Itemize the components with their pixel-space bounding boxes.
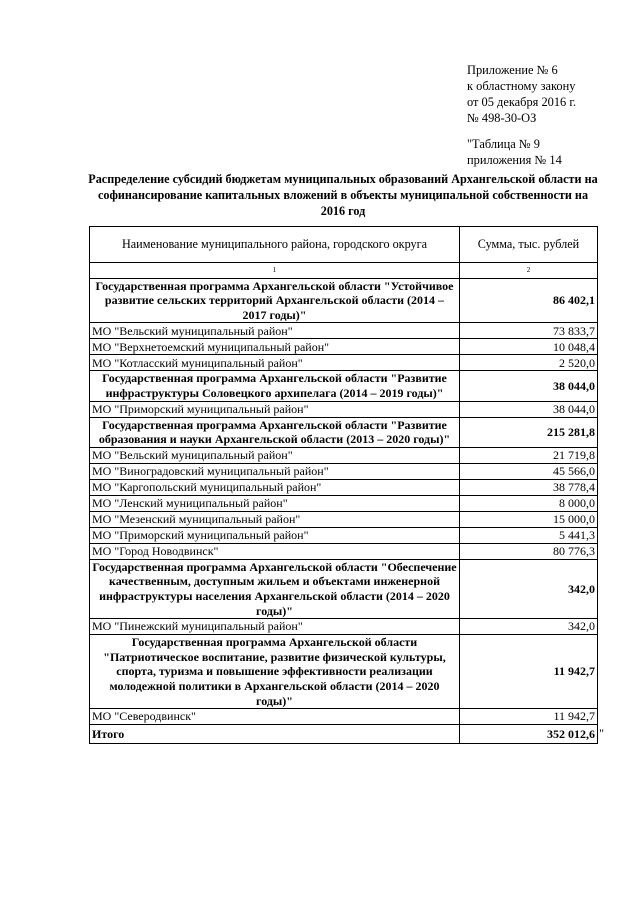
municipality-sum: 45 566,0 xyxy=(460,463,598,479)
program-name: Государственная программа Архангельской области "Развитие образования и науки Архангельской области (2013 – 2020 годы)" xyxy=(90,417,460,447)
municipality-row xyxy=(90,463,598,479)
program-sum: 11 942,7 xyxy=(460,635,598,709)
municipality-name: МО "Виноградовский муниципальный район" xyxy=(90,463,460,479)
column-index-sum: 2 xyxy=(460,263,598,279)
total-label: Итого xyxy=(90,725,460,744)
program-name: Государственная программа Архангельской области "Патриотическое воспитание, развитие физической культуры, спорта, туризма и повышение эффективности реализации молодежной политики в Архангельской области (2014 – 2020 годы)" xyxy=(90,635,460,709)
municipality-name: МО "Пинежский муниципальный район" xyxy=(90,619,460,635)
municipality-sum: 73 833,7 xyxy=(460,323,598,339)
municipality-sum: 38 778,4 xyxy=(460,479,598,495)
appendix-line: "Таблица № 9 xyxy=(467,137,540,151)
municipality-name: МО "Вельский муниципальный район" xyxy=(90,323,460,339)
municipality-row xyxy=(90,511,598,527)
program-name: Государственная программа Архангельской области "Обеспечение качественным, доступным жильем и объектами инженерной инфраструктуры населения Архангельской области (2014 – 2020 годы)" xyxy=(90,559,460,618)
subsidies-table xyxy=(89,226,604,744)
municipality-row xyxy=(90,527,598,543)
total-sum-cell xyxy=(460,725,604,744)
municipality-row xyxy=(90,323,598,339)
appendix-line: от 05 декабря 2016 г. xyxy=(467,95,577,109)
appendix-line: приложения № 14 xyxy=(467,153,562,167)
municipality-sum: 11 942,7 xyxy=(460,709,598,725)
municipality-name: МО "Приморский муниципальный район" xyxy=(90,401,460,417)
appendix-line: к областному закону xyxy=(467,79,576,93)
municipality-name: МО "Северодвинск" xyxy=(90,709,460,725)
total-row xyxy=(90,725,598,744)
program-sum: 38 044,0 xyxy=(460,371,598,401)
municipality-name: МО "Мезенский муниципальный район" xyxy=(90,511,460,527)
total-sum: 352 012,6 xyxy=(547,726,595,741)
municipality-row xyxy=(90,543,598,559)
municipality-row xyxy=(90,709,598,725)
program-sum: 86 402,1 xyxy=(460,278,598,323)
municipality-name: МО "Город Новодвинск" xyxy=(90,543,460,559)
municipality-name: МО "Котласский муниципальный район" xyxy=(90,355,460,371)
closing-quote: " xyxy=(599,726,604,741)
appendix-line: № 498-30-ОЗ xyxy=(467,111,537,125)
municipality-name: МО "Верхнетоемский муниципальный район" xyxy=(90,339,460,355)
municipality-sum: 15 000,0 xyxy=(460,511,598,527)
appendix-line: Приложение № 6 xyxy=(467,63,558,77)
column-index-name: 1 xyxy=(90,263,460,279)
municipality-sum: 5 441,3 xyxy=(460,527,598,543)
program-sum: 215 281,8 xyxy=(460,417,598,447)
column-header-sum: Сумма, тыс. рублей xyxy=(460,227,598,263)
municipality-row xyxy=(90,447,598,463)
program-row xyxy=(90,559,598,618)
municipality-sum: 10 048,4 xyxy=(460,339,598,355)
program-sum: 342,0 xyxy=(460,559,598,618)
program-row xyxy=(90,635,598,709)
municipality-sum: 2 520,0 xyxy=(460,355,598,371)
program-row xyxy=(90,371,598,401)
program-name: Государственная программа Архангельской области "Развитие инфраструктуры Соловецкого архипелага (2014 – 2019 годы)" xyxy=(90,371,460,401)
municipality-name: МО "Вельский муниципальный район" xyxy=(90,447,460,463)
municipality-sum: 80 776,3 xyxy=(460,543,598,559)
municipality-row xyxy=(90,495,598,511)
appendix-block xyxy=(467,62,576,168)
municipality-sum: 21 719,8 xyxy=(460,447,598,463)
municipality-name: МО "Приморский муниципальный район" xyxy=(90,527,460,543)
municipality-row xyxy=(90,479,598,495)
table-header-row xyxy=(90,227,598,263)
municipality-sum: 342,0 xyxy=(460,619,598,635)
municipality-row xyxy=(90,339,598,355)
document-title: Распределение субсидий бюджетам муниципальных образований Архангельской области на софинансирование капитальных вложений в объекты муниципальной собственности на 2016 год xyxy=(88,172,598,218)
municipality-name: МО "Ленский муниципальный район" xyxy=(90,495,460,511)
column-index-row xyxy=(90,263,598,279)
municipality-row xyxy=(90,355,598,371)
municipality-row xyxy=(90,401,598,417)
program-row xyxy=(90,278,598,323)
municipality-name: МО "Каргопольский муниципальный район" xyxy=(90,479,460,495)
program-name: Государственная программа Архангельской области "Устойчивое развитие сельских территорий Архангельской области (2014 – 2017 годы)" xyxy=(90,278,460,323)
column-header-name: Наименование муниципального района, городского округа xyxy=(90,227,460,263)
municipality-sum: 38 044,0 xyxy=(460,401,598,417)
municipality-row xyxy=(90,619,598,635)
program-row xyxy=(90,417,598,447)
municipality-sum: 8 000,0 xyxy=(460,495,598,511)
